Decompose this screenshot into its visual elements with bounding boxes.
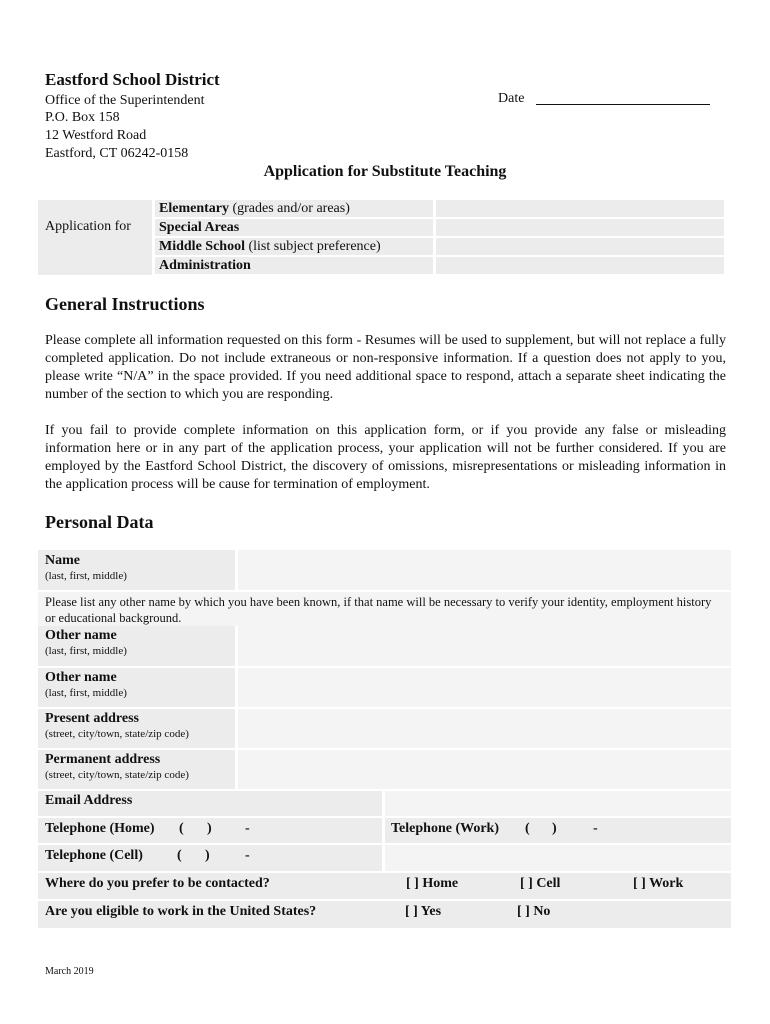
permanent-address-input[interactable] bbox=[238, 750, 731, 789]
other-name-hint: (last, first, middle) bbox=[45, 645, 127, 657]
application-for-table bbox=[38, 200, 724, 275]
present-address-input[interactable] bbox=[238, 709, 731, 748]
contact-home-checkbox[interactable]: [ ] Home bbox=[406, 876, 459, 891]
application-row-middle-school: Middle School (list subject preference) bbox=[155, 238, 724, 255]
present-address-label: Present address bbox=[45, 711, 139, 726]
other-name-hint: (last, first, middle) bbox=[45, 687, 127, 699]
address-line: Office of the Superintendent bbox=[45, 93, 205, 108]
telephone-cell-label: Telephone (Cell) bbox=[45, 848, 143, 863]
middle-school-input[interactable] bbox=[436, 238, 724, 255]
permanent-address-row bbox=[38, 750, 731, 789]
contact-preference-row bbox=[38, 873, 731, 899]
other-name-input-2[interactable] bbox=[238, 668, 731, 707]
instructions-paragraph-1: Please complete all information requested on this form - Resumes will be used to supplement, but will not replace a fully completed application. Do not include extraneous or non-responsive information. If a question does not apply to you, please write “N/A” in the space provided. If you need additional space to respond, attach a separate sheet indicating the number of the section to which you are responding. bbox=[45, 333, 726, 402]
special-areas-input[interactable] bbox=[436, 219, 724, 236]
telephone-work-label: Telephone (Work) bbox=[391, 821, 499, 836]
telephone-cell-row: Telephone (Cell) ( ) - bbox=[38, 845, 731, 871]
present-address-hint: (street, city/town, state/zip code) bbox=[45, 728, 189, 740]
name-hint: (last, first, middle) bbox=[45, 570, 127, 582]
name-label: Name bbox=[45, 553, 80, 568]
general-instructions-heading: General Instructions bbox=[45, 294, 205, 314]
application-row-administration: Administration bbox=[155, 257, 724, 274]
other-name-note: Please list any other name by which you have been known, if that name will be necessary to verify your identity, employment history or educational background. bbox=[38, 592, 731, 626]
administration-input[interactable] bbox=[436, 257, 724, 274]
eligible-yes-checkbox[interactable]: [ ] Yes bbox=[405, 904, 442, 919]
application-row-special-areas: Special Areas bbox=[155, 219, 724, 236]
email-row bbox=[38, 791, 731, 816]
telephone-home-label: Telephone (Home) bbox=[45, 821, 155, 836]
email-input[interactable] bbox=[385, 791, 731, 816]
elementary-input[interactable] bbox=[436, 200, 724, 217]
contact-cell-checkbox[interactable]: [ ] Cell bbox=[520, 876, 561, 891]
name-input[interactable] bbox=[238, 550, 731, 590]
other-name-label: Other name bbox=[45, 670, 117, 685]
application-row-elementary: Elementary (grades and/or areas) bbox=[155, 200, 724, 217]
permanent-address-hint: (street, city/town, state/zip code) bbox=[45, 769, 189, 781]
eligible-no-checkbox[interactable]: [ ] No bbox=[517, 904, 551, 919]
work-eligibility-row bbox=[38, 901, 731, 928]
district-name: Eastford School District bbox=[45, 70, 220, 89]
email-label: Email Address bbox=[38, 791, 382, 816]
address-line: Eastford, CT 06242-0158 bbox=[45, 146, 189, 161]
other-name-input-1[interactable] bbox=[238, 626, 731, 666]
other-name-label: Other name bbox=[45, 628, 117, 643]
address-line: 12 Westford Road bbox=[45, 128, 147, 143]
application-for-cell bbox=[38, 200, 152, 275]
telephone-cell-input[interactable] bbox=[385, 845, 731, 871]
work-eligibility-question: Are you eligible to work in the United States? bbox=[45, 904, 317, 919]
address-line: P.O. Box 158 bbox=[45, 110, 120, 125]
permanent-address-label: Permanent address bbox=[45, 752, 161, 767]
date-field[interactable] bbox=[536, 104, 710, 105]
name-row bbox=[38, 550, 731, 590]
present-address-row bbox=[38, 709, 731, 748]
application-for-label: Application for bbox=[45, 219, 131, 234]
date-label: Date bbox=[498, 91, 525, 106]
other-name-row-1 bbox=[38, 626, 731, 666]
telephone-row: Telephone (Home) ( ) - Telephone (Work) ( ) - bbox=[38, 818, 731, 843]
contact-work-checkbox[interactable]: [ ] Work bbox=[633, 876, 684, 891]
personal-data-heading: Personal Data bbox=[45, 512, 154, 532]
contact-preference-question: Where do you prefer to be contacted? bbox=[45, 876, 270, 891]
other-name-row-2 bbox=[38, 668, 731, 707]
footer-date: March 2019 bbox=[45, 966, 94, 977]
instructions-paragraph-2: If you fail to provide complete information on this application form, or if you provide any false or misleading information here or in any part of the application process, your application will not be further considered. If you are employed by the Eastford School District, the discovery of omissions, misrepresentations or misleading information in the application process will be cause for termination of employment. bbox=[45, 423, 726, 492]
form-title: Application for Substitute Teaching bbox=[263, 163, 507, 180]
